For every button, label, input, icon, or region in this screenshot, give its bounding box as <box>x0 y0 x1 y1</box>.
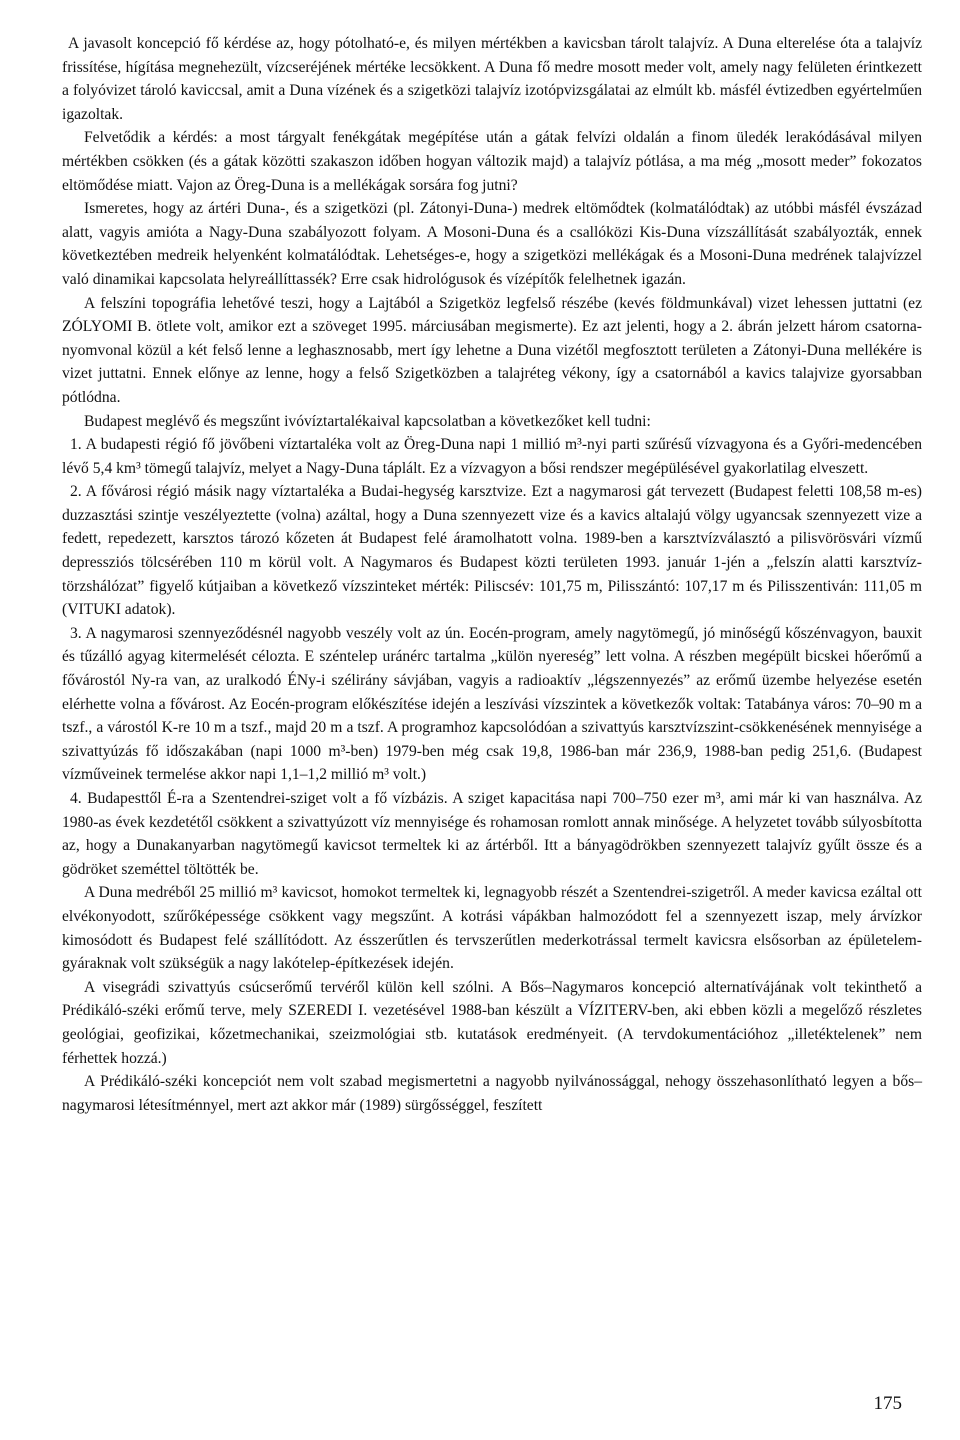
paragraph-budapest-ivoviz-intro: Budapest meglévő és megszűnt ivóvíztartalékaival kapcsolatban a következőket kell tudni: <box>84 412 651 430</box>
paragraph-talajviz-potlas: A javasolt koncepció fő kérdése az, hogy pótolható-e, és milyen mértékben a kavicsban tárolt talajvíz. A Duna elterelése óta a talajvíz frissítése, hígítása megnehezült, vízcseréjének mértéke lecsökkent. A Duna fő medre mosott meder volt, amely nagy felületen érintkezett a folyóvizet tároló kaviccsal, amit a Duna vízének és a szigetközi talajvíz izotópvizsgálatai az elmúlt kb. másfél évtizedben egyértelműen igazoltak. <box>62 35 922 123</box>
list-item-1-oreg-duna: 1. A budapesti régió fő jövőbeni víztartaléka volt az Öreg-Duna napi 1 millió m³-nyi parti szűrésű vízvagyona és a Győri-medencében lévő 5,4 km³ tömegű talajvíz, melyet a Nagy-Duna táplált. Ez a vízvagyon a bősi rendszer megépülésével gyakorlatilag elveszett. <box>62 436 922 477</box>
page-number: 175 <box>873 1393 902 1414</box>
paragraph-predikalo-szeki-koncepcio: A Prédikáló-széki koncepciót nem volt szabad megismertetni a nagyobb nyilvánossággal, nehogy összehasonlítható legyen a bős–nagymarosi létesítménnyel, mert azt akkor már (1989) sürgősséggel, feszített <box>62 1073 922 1114</box>
page-body <box>62 32 922 1117</box>
list-item-2-karsztviz: 2. A fővárosi régió másik nagy víztartaléka a Budai-hegység karsztvize. Ezt a nagymarosi gát tervezett (Budapest feletti 108,58 m-es) duzzasztási szintje veszélyeztette (volna) azáltal, hogy a Duna szennyezett vize és a kavics altalajú völgy ugyancsak szennyezett vize a fedett, repedezett, karsztos tározó kőzeten át Budapest felé áramolhatott volna. 1989-ben a karsztvízválasztó a pilisvörösvári vízmű depressziós tölcsérében 110 m körül volt. A Nagymaros és Budapest közti területen 1993. január 1-jén a „felszín alatti karsztvíz-törzshálózat” figyelő kútjaiban a következő vízszinteket mérték: Piliscsév: 101,75 m, Pilisszántó: 107,17 m és Pilisszentiván: 111,05 m (VITUKI adatok). <box>62 483 922 619</box>
list-item-3-eocen-program: 3. A nagymarosi szennyeződésnél nagyobb veszély volt az ún. Eocén-program, amely nagytömegű, jó minőségű kőszénvagyon, bauxit és tűzálló agyag kitermelését célozta. E széntelep uránérc tartalma „külön nyereség” lett volna. A részben megépült bicskei hőerőmű a fővárostól Ny-ra van, az uralkodó ÉNy-i szélirány sávjában, vagyis a radioaktív „légszennyezés” az erőmű üzembe helyezése esetén elérhette volna a fővárost. Az Eocén-program előkészítése idején a leszívási vízszintek a következők voltak: Tatabánya város: 70–90 m a tszf., a várostól K-re 10 m a tszf., majd 20 m a tszf. A programhoz kapcsolódóan a szivattyús karsztvízszint-csökkenésének mennyisége a szivattyúzás fő időszakában (napi 1000 m³-ben) 1979-ben még csak 19,8, 1986-ban már 236,9, 1988-ban pedig 251,6. (Budapest vízműveinek termelése akkor napi 1,1–1,2 millió m³ volt.) <box>62 624 922 784</box>
list-item-4-szentendrei-sziget: 4. Budapesttől É-ra a Szentendrei-sziget volt a fő vízbázis. A sziget kapacitása napi 700–750 ezer m³, ami már ki van használva. Az 1980-as évek kezdetétől csökkent a szivattyúzott víz mennyisége és rohamosan romlott annak minősége. A helyzetet tovább súlyosbította az, hogy a Dunakanyarban nagytömegű kavicsot termeltek ki az ártérből. Itt a bányagödrökben szennyezett talajvíz gyűlt össze és a gödröket szeméttel töltötték be. <box>62 790 922 878</box>
paragraph-fenekgatak-kerdes: Felvetődik a kérdés: a most tárgyalt fenékgátak megépítése után a gátak felvízi oldalán a finom üledék lerakódásával milyen mértékben csökken (és a gátak közötti szakaszon időben hogyan változik majd) a talajvíz pótlása, a ma még „mosott meder” fokozatos eltömődése miatt. Vajon az Öreg-Duna is a mellékágak sorsára fog jutni? <box>62 129 922 194</box>
paragraph-medrek-eltomodese: Ismeretes, hogy az ártéri Duna-, és a szigetközi (pl. Zátonyi-Duna-) medrek eltömődtek (kolmatálódtak) az utóbbi másfél évszázad alatt, vagyis amióta a Nagy-Duna szabályozott folyam. A Mosoni-Duna és a csallóközi Kis-Duna vízszállítását szabályozták, ennek következtében medreik helyenként kolmatálódtak. Lehetséges-e, hogy a szigetközi mellékágak és a Mosoni-Duna medrének talajvízzel való dinamikai kapcsolata helyreállíttassék? Erre csak hidrológusok és vízépítők felelhetnek igazán. <box>62 200 922 288</box>
paragraph-visegradi-csucseromu: A visegrádi szivattyús csúcserőmű tervéről külön kell szólni. A Bős–Nagymaros koncepció alternatívájának volt tekinthető a Prédikáló-széki erőmű terve, mely SZEREDI I. vezetésével 1988-ban készült a VÍZITERV-ben, aki ebben közli a megelőző részletes geológiai, geofizikai, kőzetmechanikai, szeizmológiai stb. kutatások eredményeit. (A tervdokumentációhoz „illetéktelenek” nem férhettek hozzá.) <box>62 978 922 1067</box>
paragraph-duna-kavicskitermeles: A Duna medréből 25 millió m³ kavicsot, homokot termeltek ki, legnagyobb részét a Szentendrei-szigetről. A meder kavicsa ezáltal ott elvékonyodott, szűrőképessége csökkent vagy megszűnt. A kotrási vápákban halmozódott fel a szennyezett iszap, mely árvízkor kimosódott és Budapest felé szállítódott. Az ésszerűtlen és tervszerűtlen mederkotrással termelt kavicsra elsősorban az épületelem-gyáraknak volt szükségük a nagy lakótelep-építkezések idején. <box>62 884 922 973</box>
paragraph-felszini-topografia: A felszíni topográfia lehetővé teszi, hogy a Lajtából a Szigetköz legfelső részébe (kevés földmunkával) vizet lehessen juttatni (ez ZÓLYOMI B. ötlete volt, amikor ezt a szöveget 1995. márciusában megismerte). Ez azt jelenti, hogy a 2. ábrán jelzett három csatorna-nyomvonal közül a két felső lenne a leghasznosabb, mert így lehetne a Duna vizétől megfosztott területen a Zátonyi-Duna mellékére is vizet juttatni. Ennek előnye az lenne, hogy a felső Szigetközben a talajréteg vékony, így a csatornából a kavics talajvize gyorsabban pótlódna. <box>62 294 922 406</box>
